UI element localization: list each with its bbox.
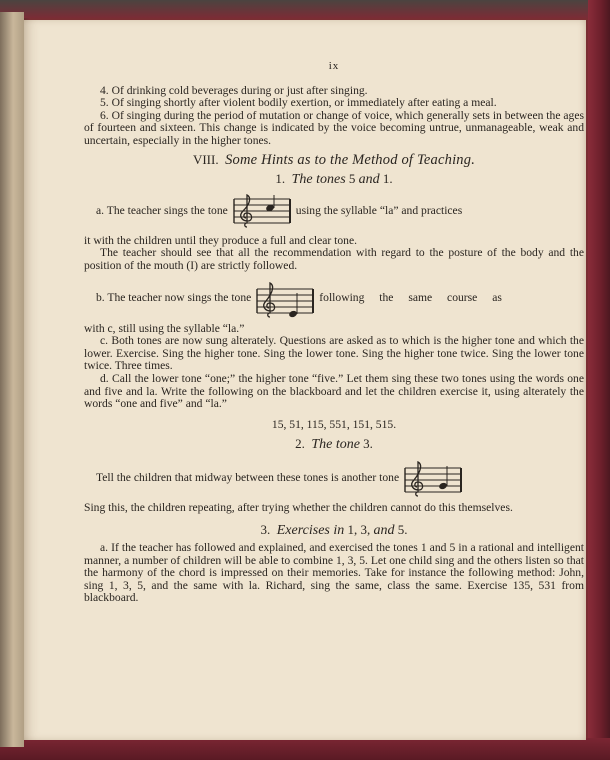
paragraph-d: d. Call the lower tone “one;” the higher tone “five.” Let them sing these two tones using the words one and five and la. Write the following on the blackboard and let the children exercise it, using alterately the words “one and five” and “la.” bbox=[84, 371, 584, 411]
subheading-3: 3. Exercises in 1, 3, and 5. bbox=[260, 522, 408, 539]
section-heading bbox=[84, 151, 584, 168]
paragraph-b-line bbox=[84, 279, 584, 319]
cover-edge-top bbox=[0, 0, 610, 18]
book-page bbox=[24, 20, 586, 740]
cover-edge-right bbox=[588, 0, 610, 760]
music-staff-icon bbox=[403, 458, 463, 498]
paragraph-c: c. Both tones are now sung alterately. Questions are asked as to which is the higher tone and which the lower. Exercise. Sing the higher tone. Sing the lower tone. Sing the higher tone twice. Sing the lower tone twice. Three times. bbox=[84, 334, 584, 373]
subheading-1: 1. The tones 5 and 1. bbox=[275, 171, 393, 188]
paragraph-teacher: The teacher should see that all the recommendation with regard to the posture of the body and the position of the mouth (I) are strictly followed. bbox=[84, 246, 584, 272]
paragraph-tell-rest: Sing this, the children repeating, after trying whether the children cannot do this themselves. bbox=[84, 500, 513, 514]
para-a-before: a. The teacher sings the tone bbox=[96, 204, 228, 218]
para-b-after: following the same course as bbox=[319, 291, 502, 305]
paragraph-b-rest: with c, still using the syllable “la.” bbox=[84, 321, 245, 335]
list-item: 4. Of drinking cold beverages during or just after singing. bbox=[100, 83, 368, 97]
paragraph-exercises: a. If the teacher has followed and explained, and exercised the tones 1 and 5 in a rational and intelligent manner, a number of children will be able to combine 1, 3, 5. Let one child sing and the others listen so that the harmony of the chord is impressed on their memories. Take for instance the following method: John, sing 1, 3, 5, and the same with la. Richard, sing the same, class the same. Exercise 135, 531 from blackboard. bbox=[84, 541, 584, 605]
list-item: 5. Of singing shortly after violent bodily exertion, or immediately after eating a meal. bbox=[100, 96, 497, 110]
cover-edge-bottom bbox=[0, 738, 610, 760]
section-numeral: VIII. bbox=[192, 151, 219, 167]
paragraph-tell-line bbox=[84, 458, 584, 498]
number-sequence: 15, 51, 115, 551, 151, 515. bbox=[271, 417, 397, 431]
para-b-before: b. The teacher now sings the tone bbox=[96, 291, 252, 305]
subheading-2: 2. The tone 3. bbox=[295, 436, 373, 453]
section-title: Some Hints as to the Method of Teaching. bbox=[225, 151, 476, 168]
music-staff-icon bbox=[232, 193, 292, 231]
para-tell-before: Tell the children that midway between these tones is another tone bbox=[96, 470, 400, 484]
music-staff-icon bbox=[255, 279, 315, 319]
page-number: ix bbox=[328, 60, 340, 72]
para-a-after: using the syllable “la” and practices bbox=[295, 204, 463, 218]
list-item: 6. Of singing during the period of mutation or change of voice, which generally sets in between the ages of fourteen and sixteen. This change is indicated by the voice becoming untrue, unmanageable, weak and uncertain, especially in the higher tones. bbox=[84, 108, 584, 147]
paragraph-a-rest: it with the children until they produce a full and clear tone. bbox=[84, 233, 358, 247]
paragraph-a-line bbox=[84, 193, 584, 231]
left-page-edge bbox=[0, 12, 24, 747]
page-content bbox=[84, 60, 584, 605]
